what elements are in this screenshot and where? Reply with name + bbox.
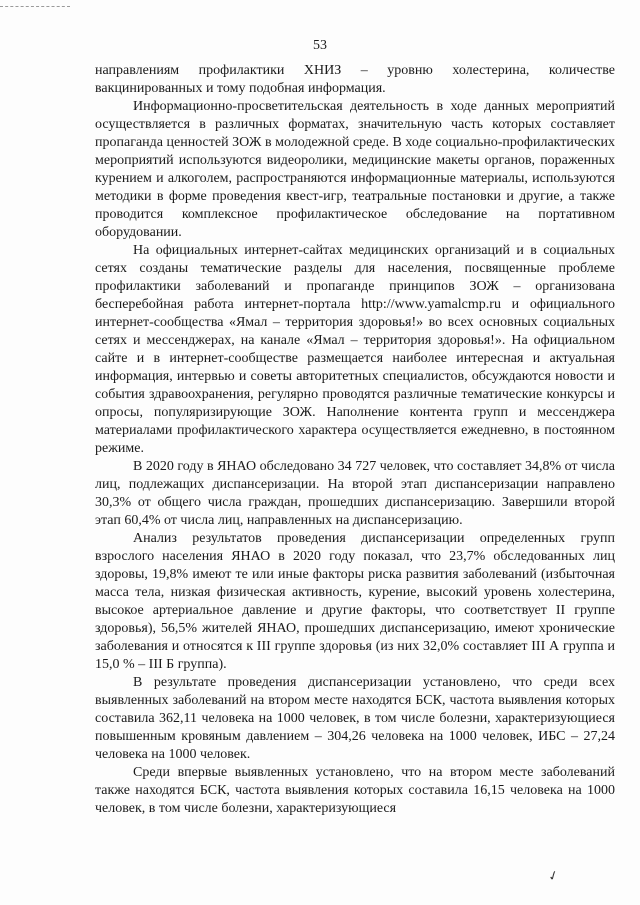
paragraph: Анализ результатов проведения диспансеризации определенных групп взрослого населения ЯНАО в 2020 году показал, что 23,7% обследованных лиц здоровы, 19,8% имеют те или иные факторы риска развития заболеваний (избыточная масса тела, низкая физическая активность, курение, высокий уровень холестерина, высокое артериальное давление и другие факторы, что соответствует II группе здоровья), 56,5% жителей ЯНАО, прошедших диспансеризацию, имеют хронические заболевания и относятся к III группе здоровья (из них 32,0% составляет III А группа и 15,0 % – III Б группа). (95, 531, 615, 672)
paragraph: В 2020 году в ЯНАО обследовано 34 727 человек, что составляет 34,8% от числа лиц, подлежащих диспансеризации. На второй этап диспансеризации направлено 30,3% от общего числа граждан, прошедших диспансеризацию. Завершили второй этап 60,4% от числа лиц, направленных на диспансеризацию. (95, 459, 615, 528)
paragraph: В результате проведения диспансеризации установлено, что среди всех выявленных заболеваний на втором месте находятся БСК, частота выявления которых составила 362,11 человека на 1000 человек, в том числе болезни, характеризующиеся повышенным кровяным давлением – 304,26 человека на 1000 человек, ИБС – 27,24 человека на 1000 человек. (95, 675, 615, 762)
document-body (95, 62, 615, 818)
handwritten-mark: ✓ (545, 866, 561, 885)
scan-edge-line (0, 6, 70, 7)
paragraph: На официальных интернет-сайтах медицинских организаций и в социальных сетях созданы тематические разделы для населения, посвященные проблеме профилактики заболеваний и пропаганде принципов ЗОЖ – организована бесперебойная работа интернет-портала http://www.yamalcmp.ru и официального интернет-сообщества «Ямал – территория здоровья!» во всех основных социальных сетях и мессенджерах, на канале «Ямал – территория здоровья!». На официальном сайте и в интернет-сообществе размещается наиболее интересная и актуальная информация, интервью и советы авторитетных специалистов, обсуждаются новости и события здравоохранения, регулярно проводятся различные тематические конкурсы и опросы, популяризирующие ЗОЖ. Наполнение контента групп и мессенджера материалами профилактического характера осуществляется ежедневно, в постоянном режиме. (95, 243, 615, 456)
paragraph: Информационно-просветительская деятельность в ходе данных мероприятий осуществляется в различных форматах, значительную часть которых составляет пропаганда ценностей ЗОЖ в молодежной среде. В ходе социально-профилактических мероприятий используются видеоролики, медицинские макеты органов, пораженных курением и алкоголем, распространяются информационные материалы, используются методики в форме проведения квест-игр, театральные постановки и другие, а также проводится комплексное профилактическое обследование на портативном оборудовании. (95, 99, 615, 240)
paragraph: направлениям профилактики ХНИЗ – уровню холестерина, количестве вакцинированных и тому подобная информация. (95, 63, 615, 96)
page-number: 53 (313, 38, 327, 53)
paragraph: Среди впервые выявленных установлено, что на втором месте заболеваний также находятся БСК, частота выявления которых составила 16,15 человека на 1000 человек, в том числе болезни, характеризующиеся (95, 765, 615, 816)
